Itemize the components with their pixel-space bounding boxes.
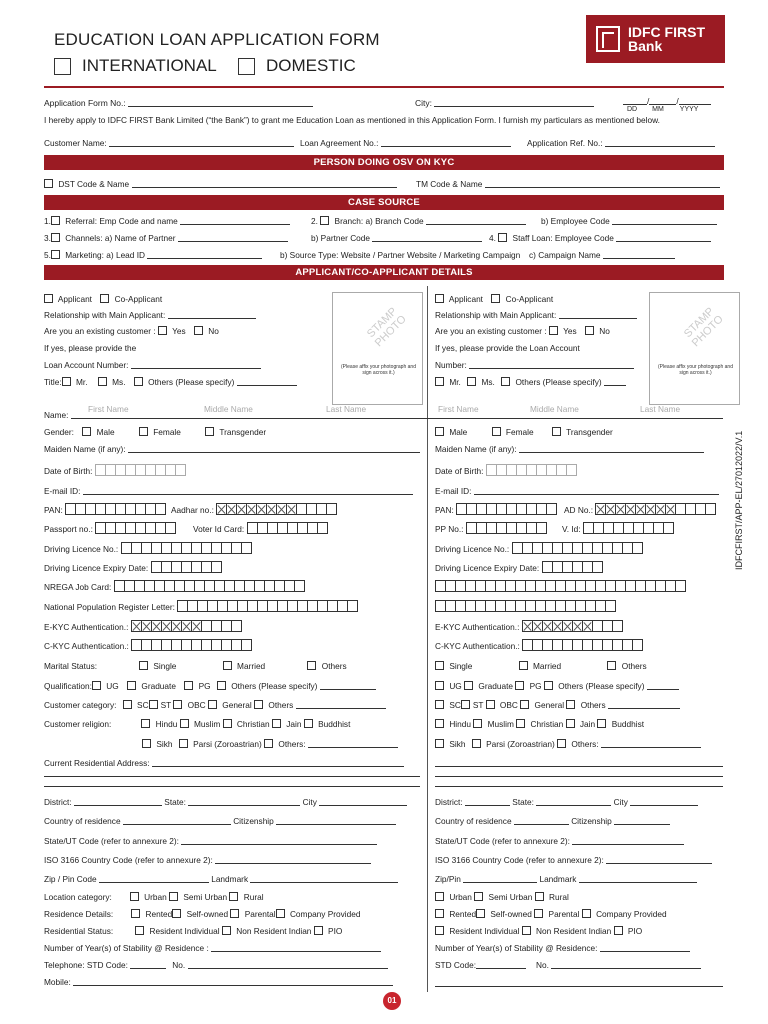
city-field[interactable]: City: bbox=[415, 98, 594, 108]
qualification-right[interactable]: UG Graduate PG Others (Please specify) bbox=[435, 681, 679, 691]
customer-name-field[interactable]: Customer Name: bbox=[44, 138, 294, 148]
form-title: EDUCATION LOAN APPLICATION FORM bbox=[54, 30, 380, 49]
date-labels: DD MM YYYY bbox=[627, 106, 699, 113]
religion-right[interactable]: Hindu Muslim Christian Jain Buddhist bbox=[435, 719, 644, 729]
driving-licence-left[interactable]: Driving Licence No.: bbox=[44, 542, 251, 554]
ekyc-field-left[interactable]: E-KYC Authentication.: bbox=[44, 620, 241, 632]
residence-details-left[interactable]: Residence Details: Rented Self-owned Parental Company Provided bbox=[44, 909, 361, 919]
mobile-left[interactable]: Mobile: bbox=[44, 977, 393, 987]
if-yes-label-right: If yes, please provide the Loan Account bbox=[435, 343, 580, 353]
relationship-field-right[interactable]: Relationship with Main Applicant: bbox=[435, 310, 637, 320]
religion-row2-left[interactable]: Sikh Parsi (Zoroastrian) Others: bbox=[142, 739, 398, 749]
pan-field-right[interactable]: PAN: bbox=[435, 503, 556, 515]
stability-left[interactable]: Number of Year(s) of Stability @ Residence : bbox=[44, 943, 381, 953]
domestic-option[interactable]: DOMESTIC bbox=[238, 56, 356, 76]
photo-box-left[interactable]: STAMP PHOTO (Please affix your photograph and sign across it.) bbox=[332, 292, 423, 405]
dl-expiry-left[interactable]: Driving Licence Expiry Date: bbox=[44, 561, 221, 573]
email-field-left[interactable]: E-mail ID: bbox=[44, 486, 413, 496]
employee-code-field[interactable]: b) Employee Code bbox=[541, 216, 717, 226]
last-name-placeholder-left: Last Name bbox=[326, 404, 367, 414]
iso-code-left[interactable]: ISO 3166 Country Code (refer to annexure 2): bbox=[44, 855, 371, 865]
pp-field-right[interactable]: PP No.: bbox=[435, 522, 546, 534]
applicant-type-right[interactable]: Applicant Co-Applicant bbox=[435, 294, 553, 304]
telephone-left[interactable]: Telephone: STD Code: No. bbox=[44, 960, 388, 970]
middle-name-placeholder-right: Middle Name bbox=[530, 404, 579, 414]
channels-field[interactable]: 3. Channels: a) Name of Partner bbox=[44, 233, 288, 243]
form-code-vertical: IDFCFIRST/APP-EL/27012022/V.1 bbox=[734, 430, 744, 570]
applicant-type-left[interactable]: Applicant Co-Applicant bbox=[44, 294, 162, 304]
address-field-left[interactable]: Current Residential Address: bbox=[44, 758, 404, 768]
residential-status-left[interactable]: Residential Status: Resident Individual Non Resident Indian PIO bbox=[44, 926, 343, 936]
mobile-line-right[interactable] bbox=[435, 986, 723, 987]
application-ref-field[interactable]: Application Ref. No.: bbox=[527, 138, 715, 148]
loan-account-field-left[interactable]: Loan Account Number: bbox=[44, 360, 261, 370]
residence-details-right[interactable]: Rented Self-owned Parental Company Provided bbox=[435, 909, 667, 919]
voter-id-field-left[interactable]: Voter Id Card: bbox=[193, 522, 327, 534]
category-right[interactable]: SC ST OBC General Others bbox=[435, 700, 680, 710]
religion-left[interactable]: Customer religion: Hindu Muslim Christian Jain Buddhist bbox=[44, 719, 351, 729]
country-citizenship-left[interactable]: Country of residence Citizenship bbox=[44, 816, 396, 826]
applicant-details-bar: APPLICANT/CO-APPLICANT DETAILS bbox=[44, 265, 724, 280]
dst-code-field[interactable]: DST Code & Name bbox=[44, 179, 397, 189]
referral-field[interactable]: 1. Referral: Emp Code and name bbox=[44, 216, 290, 226]
gender-field-left[interactable]: Gender: Male Female Transgender bbox=[44, 427, 267, 437]
marital-status-right[interactable]: Single Married Others bbox=[435, 661, 647, 671]
if-yes-label-left: If yes, please provide the bbox=[44, 343, 137, 353]
tm-code-field[interactable]: TM Code & Name bbox=[416, 179, 720, 189]
application-form-no[interactable]: Application Form No.: bbox=[44, 98, 313, 108]
npr-field-left[interactable]: National Population Register Letter: bbox=[44, 600, 357, 612]
nrega-grid-right[interactable] bbox=[435, 580, 685, 592]
relationship-field-left[interactable]: Relationship with Main Applicant: bbox=[44, 310, 256, 320]
column-divider bbox=[427, 286, 428, 992]
domestic-checkbox[interactable] bbox=[238, 58, 255, 75]
title-field-left[interactable]: Title: Mr. Ms. Others (Please specify) bbox=[44, 377, 297, 387]
name-field-left[interactable]: Name: bbox=[44, 410, 446, 420]
stability-right[interactable]: Number of Year(s) of Stability @ Residence: bbox=[435, 943, 690, 953]
religion-row2-right[interactable]: Sikh Parsi (Zoroastrian) Others: bbox=[435, 739, 701, 749]
state-ut-code-left[interactable]: State/UT Code (refer to annexure 2): bbox=[44, 836, 377, 846]
passport-field-left[interactable]: Passport no.: bbox=[44, 522, 175, 534]
middle-name-placeholder-left: Middle Name bbox=[204, 404, 253, 414]
country-citizenship-right[interactable]: Country of residence Citizenship bbox=[435, 816, 670, 826]
maiden-name-left[interactable]: Maiden Name (if any): bbox=[44, 444, 420, 454]
address-line2-right[interactable] bbox=[435, 776, 723, 777]
telephone-right[interactable]: STD Code: No. bbox=[435, 960, 701, 970]
gender-field-right[interactable]: Male Female Transgender bbox=[435, 427, 613, 437]
address-line3-left[interactable] bbox=[44, 786, 420, 787]
email-field-right[interactable]: E-mail ID: bbox=[435, 486, 719, 496]
address-line1-right[interactable] bbox=[435, 766, 723, 767]
first-name-placeholder-right: First Name bbox=[438, 404, 479, 414]
staff-loan-field[interactable]: 4. Staff Loan: Employee Code bbox=[489, 233, 711, 243]
case-source-bar: CASE SOURCE bbox=[44, 195, 724, 210]
branch-code-field[interactable]: 2. Branch: a) Branch Code bbox=[311, 216, 526, 226]
dl-expiry-right[interactable]: Driving Licence Expiry Date: bbox=[435, 561, 602, 573]
nrega-field-left[interactable]: NREGA Job Card: bbox=[44, 580, 304, 592]
dob-field-left[interactable]: Date of Birth: bbox=[44, 464, 185, 476]
ekyc-field-right[interactable]: E-KYC Authentication.: bbox=[435, 620, 622, 632]
ad-field-right[interactable]: AD No.: bbox=[564, 503, 715, 515]
existing-customer-right[interactable]: Are you an existing customer : Yes No bbox=[435, 326, 610, 336]
photo-box-right[interactable]: STAMP PHOTO (Please affix your photograph and sign across it.) bbox=[649, 292, 740, 405]
dob-field-right[interactable]: Date of Birth: bbox=[435, 464, 576, 476]
loan-agreement-field[interactable]: Loan Agreement No.: bbox=[300, 138, 511, 148]
international-option[interactable]: INTERNATIONAL bbox=[54, 56, 217, 76]
first-name-placeholder-left: First Name bbox=[88, 404, 129, 414]
maiden-name-right[interactable]: Maiden Name (if any): bbox=[435, 444, 704, 454]
bank-logo-icon bbox=[596, 26, 620, 52]
osv-section-bar: PERSON DOING OSV ON KYC bbox=[44, 155, 724, 170]
title-field-right[interactable]: Mr. Ms. Others (Please specify) bbox=[435, 377, 626, 387]
marital-status-left[interactable]: Marital Status: Single Married Others bbox=[44, 661, 347, 671]
loan-account-field-right[interactable]: Number: bbox=[435, 360, 634, 370]
residential-status-right[interactable]: Resident Individual Non Resident Indian PIO bbox=[435, 926, 642, 936]
marketing-field[interactable]: 5. Marketing: a) Lead ID bbox=[44, 250, 262, 260]
ckyc-field-left[interactable]: C-KYC Authentication.: bbox=[44, 639, 251, 651]
zip-landmark-right[interactable]: Zip/Pin Landmark bbox=[435, 874, 697, 884]
source-type-label: b) Source Type: Website / Partner Website / Marketing Campaign bbox=[280, 250, 521, 260]
driving-licence-right[interactable]: Driving Licence No.: bbox=[435, 542, 642, 554]
page-number-badge: 01 bbox=[383, 992, 401, 1010]
international-checkbox[interactable] bbox=[54, 58, 71, 75]
pan-field-left[interactable]: PAN: bbox=[44, 503, 165, 515]
location-right[interactable]: Urban Semi Urban Rural bbox=[435, 892, 569, 902]
iso-code-right[interactable]: ISO 3166 Country Code (refer to annexure 2): bbox=[435, 855, 712, 865]
last-name-placeholder-right: Last Name bbox=[640, 404, 681, 414]
declaration: I hereby apply to IDFC FIRST Bank Limited (“the Bank”) to grant me Education Loan as mentioned in this Application Form. I furnish my particulars as mentioned below. bbox=[44, 115, 660, 125]
campaign-name-field[interactable]: c) Campaign Name bbox=[529, 250, 675, 260]
category-left[interactable]: Customer category: SC ST OBC General Others bbox=[44, 700, 386, 710]
state-ut-code-right[interactable]: State/UT Code (refer to annexure 2): bbox=[435, 836, 684, 846]
npr-grid-right[interactable] bbox=[435, 600, 615, 612]
qualification-left[interactable]: Qualification: UG Graduate PG Others (Please specify) bbox=[44, 681, 376, 691]
aadhar-field-left[interactable]: Aadhar no.: bbox=[171, 503, 336, 515]
address-line3-right[interactable] bbox=[435, 786, 723, 787]
header-rule bbox=[44, 86, 724, 88]
location-left[interactable]: Location category: Urban Semi Urban Rural bbox=[44, 892, 264, 902]
address-line2-left[interactable] bbox=[44, 776, 420, 777]
district-state-city-left[interactable]: District: State: City bbox=[44, 797, 407, 807]
partner-code-field[interactable]: b) Partner Code bbox=[311, 233, 482, 243]
ckyc-field-right[interactable]: C-KYC Authentication.: bbox=[435, 639, 642, 651]
existing-customer-left[interactable]: Are you an existing customer : Yes No bbox=[44, 326, 219, 336]
district-state-city-right[interactable]: District: State: City bbox=[435, 797, 698, 807]
date-field[interactable]: / / bbox=[623, 96, 711, 106]
bank-logo: IDFC FIRST Bank bbox=[586, 15, 725, 63]
zip-landmark-left[interactable]: Zip / Pin Code Landmark bbox=[44, 874, 398, 884]
vid-field-right[interactable]: V. Id: bbox=[562, 522, 673, 534]
